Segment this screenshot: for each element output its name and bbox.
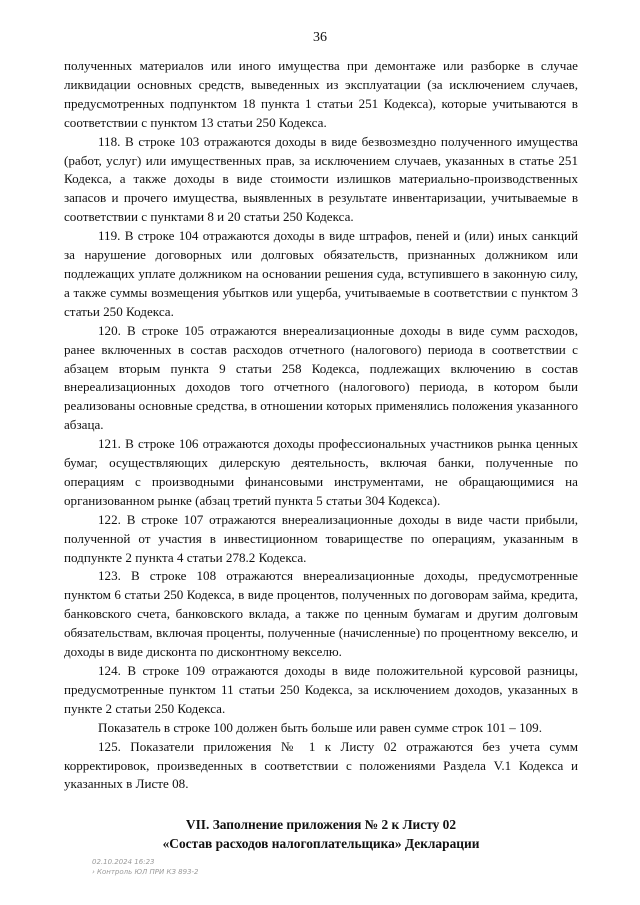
document-stamp [92,857,199,877]
paragraph-118: 118. В строке 103 отражаются доходы в виде безвозмездно полученного имущества (работ, услуг) или имущественных прав, за исключением случаев, указанных в статье 251 Кодекса, а также доходы в виде стоимости излишков материально-производственных запасов и прочего имущества, выявленных в результате инвентаризации, учитываемые в соответствии с пунктами 8 и 20 статьи 250 Кодекса. [64,133,578,225]
stamp-line-1: 02.10.2024 16:23 [92,858,155,866]
section-heading-line-2: «Состав расходов налогоплательщика» Декларации [162,836,480,851]
stamp-line-2: › Контроль ЮЛ ПРИ КЗ 893-2 [92,868,199,876]
section-heading [64,815,578,853]
paragraph-120: 120. В строке 105 отражаются внереализационные доходы в виде сумм расходов, ранее включенных в состав расходов отчетного (налогового) периода в соответствии с абзацем вторым пункта 9 статьи 258 Кодекса, подлежащих включению в состав внереализационных доходов того отчетного (налогового) периода, в котором были реализованы основные средства, в отношении которых применялись положения указанного абзаца. [64,322,578,433]
paragraph-122: 122. В строке 107 отражаются внереализационные доходы в виде части прибыли, полученной от участия в инвестиционном товариществе по операциям, указанным в подпункте 2 пункта 4 статьи 278.2 Кодекса. [64,511,578,565]
paragraph-continuation: полученных материалов или иного имущества при демонтаже или разборке в случае ликвидации основных средств, выведенных из эксплуатации (за исключением случаев, предусмотренных подпунктом 18 пункта 1 статьи 251 Кодекса), которые учитываются в соответствии с пунктом 13 статьи 250 Кодекса. [64,58,578,130]
paragraph-121: 121. В строке 106 отражаются доходы профессиональных участников рынка ценных бумаг, осуществляющих дилерскую деятельность, включая банки, полученные по операциям с производными финансовыми инструментами, не обращающимися на организованном рынке (абзац третий пункта 5 статьи 304 Кодекса). [64,436,578,508]
paragraph-124: 124. В строке 109 отражаются доходы в виде положительной курсовой разницы, предусмотренные пунктом 11 статьи 250 Кодекса, за исключением доходов, указанных в пункте 2 статьи 250 Кодекса. [64,663,578,716]
paragraph-indicator-note: Показатель в строке 100 должен быть больше или равен сумме строк 101 – 109. [98,719,543,735]
paragraph-119: 119. В строке 104 отражаются доходы в виде штрафов, пеней и (или) иных санкций за нарушение договорных или долговых обязательств, признанных должником или подлежащих уплате должником на основании решения суда, вступившего в законную силу, а также суммы возмещения убытков или ущерба, учитываемые в соответствии с пунктом 3 статьи 250 Кодекса. [64,228,578,319]
paragraph-125: 125. Показатели приложения № 1 к Листу 02 отражаются без учета сумм корректировок, произведенных в соответствии с положениями Раздела V.1 Кодекса и указанных в Листе 08. [64,738,578,792]
section-heading-line-1: VII. Заполнение приложения № 2 к Листу 02 [185,817,457,832]
page-number: 36 [313,30,327,45]
paragraph-123: 123. В строке 108 отражаются внереализационные доходы, предусмотренные пунктом 6 статьи 250 Кодекса, в виде процентов, полученных по договорам займа, кредита, банковского счета, банковского вклада, а также по ценным бумагам и другим долговым обязательствам, включая проценты, полученные (начисленные) по процентному векселю, и доходы в виде дисконта по дисконтному векселю. [64,568,578,660]
body-text [64,57,578,794]
